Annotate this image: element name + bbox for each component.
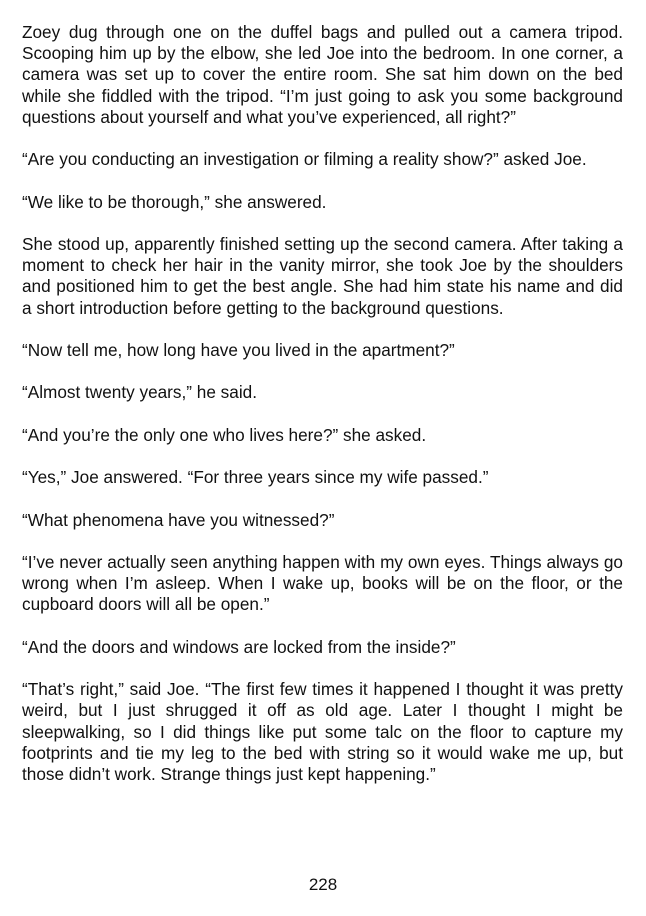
paragraph-5: “Now tell me, how long have you lived in the apartment?” [22, 339, 455, 360]
page-number: 228 [308, 875, 338, 894]
paragraph-2: “Are you conducting an investigation or filming a reality show?” asked Joe. [22, 149, 587, 170]
paragraph-7: “And you’re the only one who lives here?” she asked. [22, 424, 427, 445]
paragraph-11: “And the doors and windows are locked from the inside?” [22, 636, 456, 657]
paragraph-4: She stood up, apparently finished setting up the second camera. After taking a moment to check her hair in the vanity mirror, she took Joe by the shoulders and positioned him to get the best angle. She had him state his name and did a short introduction before getting to the background questions. [22, 233, 623, 318]
paragraph-9: “What phenomena have you witnessed?” [22, 509, 335, 530]
paragraph-8: “Yes,” Joe answered. “For three years since my wife passed.” [22, 467, 489, 488]
paragraph-10: “I’ve never actually seen anything happen with my own eyes. Things always go wrong when I’m asleep. When I wake up, books will be on the floor, or the cupboard doors will all be open.” [22, 551, 623, 615]
paragraph-1: Zoey dug through one on the duffel bags and pulled out a camera tripod. Scooping him up by the elbow, she led Joe into the bedroom. In one corner, a camera was set up to cover the entire room. She sat him down on the bed while she fiddled with the tripod. “I’m just going to ask you some background questions about yourself and what you’ve experienced, all right?” [22, 22, 623, 127]
paragraph-12: “That’s right,” said Joe. “The first few times it happened I thought it was pretty weird, but I just shrugged it off as old age. Later I thought I might be sleepwalking, so I did things like put some talc on the floor to capture my footprints and tie my leg to the bed with string so it would wake me up, but those didn’t work. Strange things just kept happening.” [22, 679, 623, 784]
paragraph-3: “We like to be thorough,” she answered. [22, 191, 327, 212]
paragraph-6: “Almost twenty years,” he said. [22, 382, 257, 403]
page-body [22, 22, 623, 806]
